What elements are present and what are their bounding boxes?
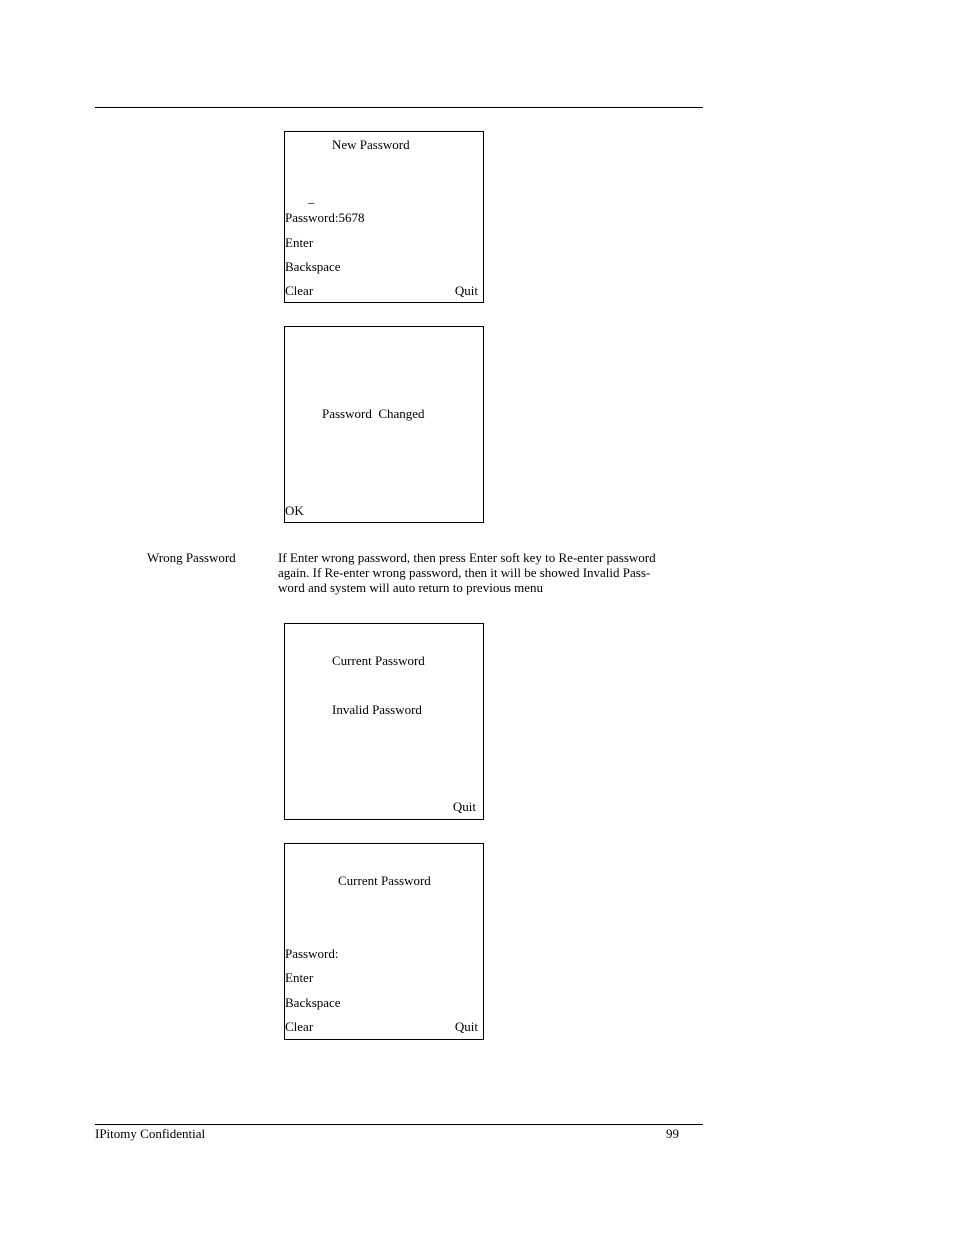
enter-softkey[interactable]: Enter xyxy=(285,235,314,250)
clear-softkey[interactable]: Clear xyxy=(285,1019,314,1034)
description-line: again. If Re-enter wrong password, then it will be showed Invalid Pass- xyxy=(278,565,651,580)
quit-softkey[interactable]: Quit xyxy=(454,283,478,298)
phone-screen-new-password xyxy=(284,131,484,303)
input-cursor: _ xyxy=(308,190,315,205)
section-description xyxy=(278,550,673,595)
quit-softkey[interactable]: Quit xyxy=(454,1019,478,1034)
page-number: 99 xyxy=(666,1126,679,1141)
phone-screen-invalid-password xyxy=(284,623,484,820)
clear-softkey[interactable]: Clear xyxy=(285,283,314,298)
description-line: If Enter wrong password, then press Enter soft key to Re-enter password xyxy=(278,550,656,565)
section-label: Wrong Password xyxy=(147,550,236,565)
error-message: Invalid Password xyxy=(332,702,422,717)
status-message: Password Changed xyxy=(322,406,425,421)
screen-title: Current Password xyxy=(338,873,431,888)
screen-title: Current Password xyxy=(332,653,425,668)
footer-rule xyxy=(95,1124,703,1125)
ok-softkey[interactable]: OK xyxy=(285,503,304,518)
quit-softkey[interactable]: Quit xyxy=(452,799,476,814)
password-field[interactable]: Password: xyxy=(285,946,339,961)
phone-screen-current-password xyxy=(284,843,484,1040)
footer-confidential: IPitomy Confidential xyxy=(95,1126,206,1141)
header-rule xyxy=(95,107,703,108)
enter-softkey[interactable]: Enter xyxy=(285,970,314,985)
phone-screen-password-changed xyxy=(284,326,484,523)
screen-title: New Password xyxy=(332,137,410,152)
backspace-softkey[interactable]: Backspace xyxy=(285,259,341,274)
description-line: word and system will auto return to previous menu xyxy=(278,580,544,595)
backspace-softkey[interactable]: Backspace xyxy=(285,995,341,1010)
password-field[interactable]: Password:5678 xyxy=(285,210,365,225)
